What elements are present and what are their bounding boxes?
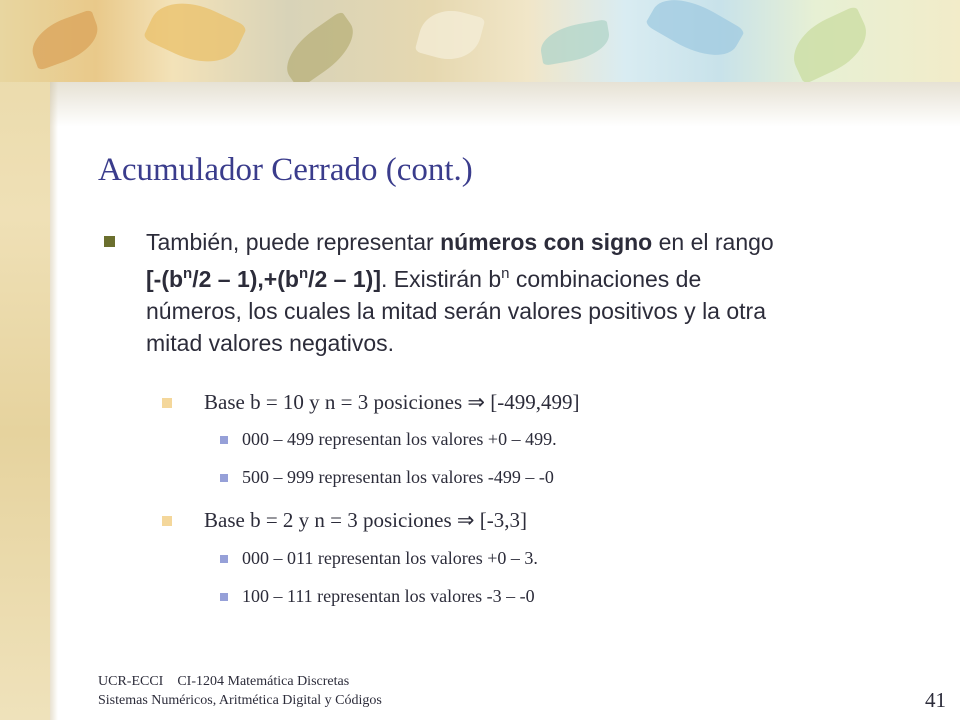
bullet-level3 (220, 593, 228, 601)
bullet-level3 (220, 555, 228, 563)
leaf-decoration (415, 3, 486, 67)
list-item: 500 – 999 representan los valores -499 – -0 (242, 467, 554, 487)
sub-bullet-base-2: Base b = 2 y n = 3 posiciones ⇒ [-3,3] (204, 508, 527, 532)
top-decorative-banner (0, 0, 960, 82)
bullet-level2 (162, 516, 172, 526)
slide-title: Acumulador Cerrado (cont.) (98, 152, 473, 188)
bullet-level1 (104, 236, 115, 247)
paragraph-line-1: También, puede representar números con signo en el rango (146, 229, 774, 255)
leaf-decoration (143, 0, 248, 76)
page-number: 41 (925, 688, 946, 712)
main-paragraph (146, 226, 926, 359)
bullet-level2 (162, 398, 172, 408)
paragraph-line-4: mitad valores negativos. (146, 330, 395, 356)
footer-course: UCR-ECCI CI-1204 Matemática Discretas (98, 674, 350, 689)
footer-topic: Sistemas Numéricos, Aritmética Digital y Códigos (98, 693, 382, 708)
list-item: 100 – 111 representan los valores -3 – -0 (242, 586, 535, 606)
list-item: 000 – 499 representan los valores +0 – 499. (242, 429, 557, 449)
paragraph-line-2: $[-(b^n/2 - 1),+(b^n/2 - 1)]$. Existirán $b^n$ combinaciones de (146, 265, 702, 292)
paragraph-line-3: números, los cuales la mitad serán valores positivos y la otra (146, 298, 767, 324)
bullet-level3 (220, 436, 228, 444)
leaf-decoration (537, 19, 612, 66)
list-item: 000 – 011 representan los valores +0 – 3. (242, 548, 538, 568)
slide-footer (98, 672, 382, 710)
leaf-decoration (645, 0, 745, 69)
bullet-level3 (220, 474, 228, 482)
left-decorative-strip (0, 0, 50, 720)
leaf-decoration (25, 9, 104, 71)
leaf-decoration (783, 5, 877, 82)
leaf-decoration (276, 11, 364, 82)
sub-bullet-base-10: Base b = 10 y n = 3 posiciones ⇒ [-499,499] (204, 390, 580, 414)
banner-shadow (50, 82, 960, 127)
